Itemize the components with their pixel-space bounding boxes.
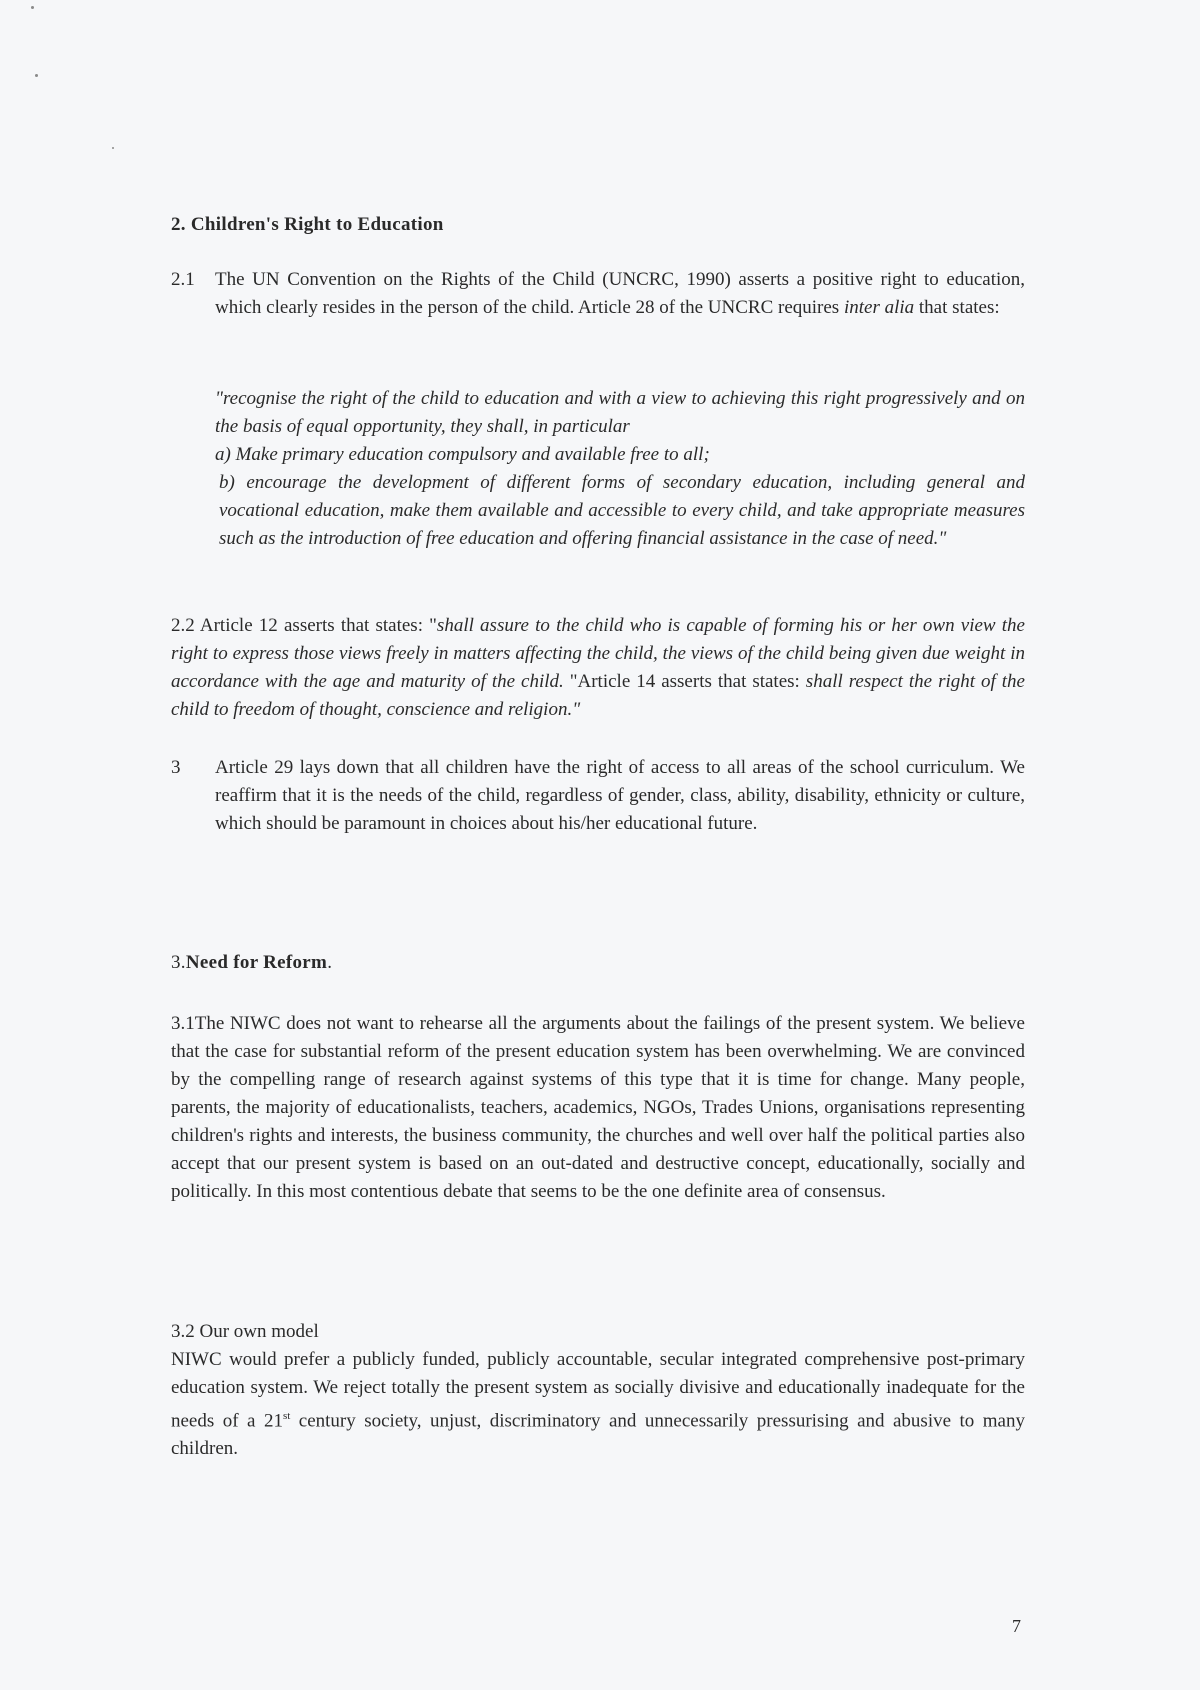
scan-speck bbox=[35, 74, 38, 77]
scan-speck bbox=[31, 6, 34, 9]
paragraph-3-2-title: 3.2 Our own model bbox=[171, 1321, 319, 1342]
paragraph-3-2 bbox=[171, 1346, 1025, 1463]
article-28-quote bbox=[215, 385, 1025, 553]
quote-item-a: a) Make primary education compulsory and available free to all; bbox=[215, 444, 710, 465]
section-heading-3-title: Need for Reform bbox=[185, 952, 328, 973]
paragraph-2-2-mid: "Article 14 asserts that states: bbox=[563, 671, 806, 692]
paragraph-number-3: 3 bbox=[171, 757, 181, 778]
paragraph-3-2-superscript: st bbox=[282, 1410, 291, 1422]
paragraph-3-1: 3.1The NIWC does not want to rehearse all the arguments about the failings of the present system. We believe that the case for substantial reform of the present education system has been overwhelming. We are convinced by the compelling range of research against systems of this type that it is time for change. Many people, parents, the majority of educationalists, teachers, academics, NGOs, Trades Unions, organisations representing children's rights and interests, the business community, the churches and well over half the political parties also accept that our present system is based on an out-dated and destructive concept, educationally, socially and politically. In this most contentious debate that seems to be the one definite area of consensus. bbox=[171, 1013, 1025, 1202]
quote-intro: "recognise the right of the child to education and with a view to achieving this right progressively and on the basis of equal opportunity, they shall, in particular bbox=[215, 388, 1025, 437]
section-heading-3 bbox=[171, 952, 332, 974]
paragraph-number-2-1: 2.1 bbox=[171, 269, 195, 290]
paragraph-2-1-text: The UN Convention on the Rights of the Child (UNCRC, 1990) asserts a positive right to education, which clearly resides in the person of the child. Article 28 of the UNCRC requires bbox=[215, 269, 1025, 318]
paragraph-3-2-text-end: century society, unjust, discriminatory and unnecessarily pressurising and abusive to many children. bbox=[171, 1410, 1025, 1460]
page-number: 7 bbox=[1012, 1616, 1021, 1636]
paragraph-2-1-italic: inter alia bbox=[843, 297, 915, 318]
paragraph-2-2-lead: 2.2 Article 12 asserts that states: " bbox=[171, 615, 437, 636]
section-heading-2: 2. Children's Right to Education bbox=[171, 214, 444, 235]
paragraph-3-2-text: NIWC would prefer a publicly funded, publicly accountable, secular integrated comprehensive post-primary education system. We reject totally the present system as socially divisive and educationally inadequate for the needs of a 21 bbox=[171, 1349, 1025, 1432]
section-heading-3-dot: . bbox=[327, 952, 333, 973]
quote-item-b: b) encourage the development of different forms of secondary education, including general and vocational education, make them available and accessible to every child, and take appropriate measures such as the introduction of free education and offering financial assistance in the case of need." bbox=[219, 472, 1025, 549]
section-heading-3-number: 3. bbox=[171, 952, 186, 973]
paragraph-2-1-tail: that states: bbox=[918, 297, 1000, 318]
paragraph-2-2-italic-1: shall assure to the child who is capable of forming his or her own view the right to express those views freely in matters affecting the child, the views of the child being given due weight in accordance with the age and maturity of the child. bbox=[171, 615, 1025, 692]
paragraph-2-2 bbox=[171, 612, 1025, 724]
scan-speck bbox=[112, 147, 114, 149]
paragraph-2-2-italic-2: shall respect the right of the child to freedom of thought, conscience and religion." bbox=[171, 671, 1025, 720]
paragraph-2-1 bbox=[215, 266, 1025, 322]
paragraph-3: Article 29 lays down that all children have the right of access to all areas of the school curriculum. We reaffirm that it is the needs of the child, regardless of gender, class, ability, disability, ethnicity or culture, which should be paramount in choices about his/her educational future. bbox=[215, 757, 1025, 834]
